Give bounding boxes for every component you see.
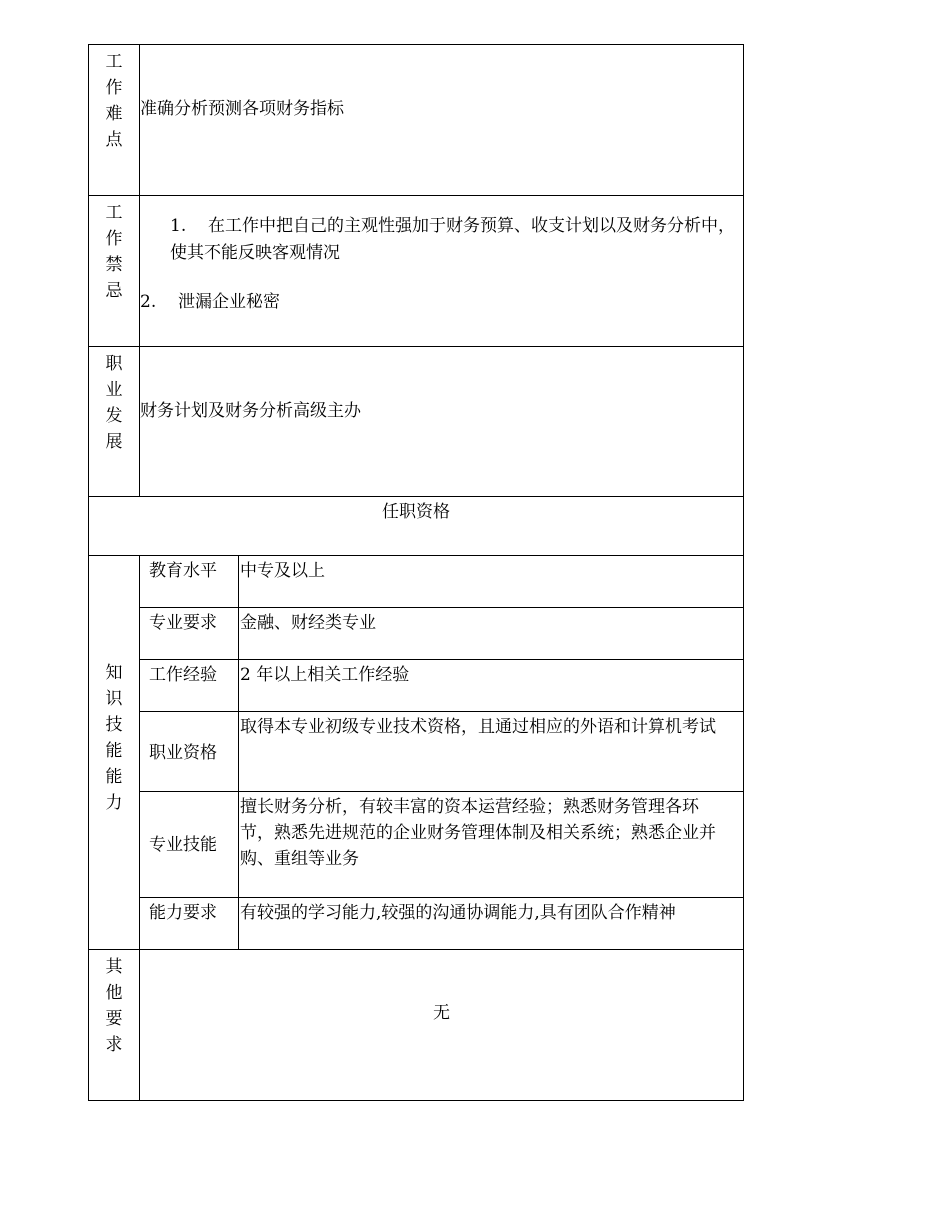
qualification-value: 取得本专业初级专业技术资格，且通过相应的外语和计算机考试 bbox=[239, 712, 744, 792]
knowledge-skills-label: 知识技能能力 bbox=[89, 556, 140, 950]
qualification-label: 工作经验 bbox=[140, 660, 239, 712]
qualification-value: 金融、财经类专业 bbox=[239, 608, 744, 660]
qualification-label: 专业要求 bbox=[140, 608, 239, 660]
qualification-row bbox=[89, 712, 744, 792]
job-description-table bbox=[88, 44, 744, 1101]
qualification-value: 擅长财务分析，有较丰富的资本运营经验；熟悉财务管理各环节，熟悉先进规范的企业财务管理体制及相关系统；熟悉企业并购、重组等业务 bbox=[239, 792, 744, 898]
work-difficulty-row bbox=[89, 45, 744, 196]
qualification-row bbox=[89, 608, 744, 660]
taboo-item-2: 2. 泄漏企业秘密 bbox=[140, 292, 280, 312]
qualification-value: 有较强的学习能力,较强的沟通协调能力,具有团队合作精神 bbox=[239, 898, 744, 950]
work-taboo-label: 工作禁忌 bbox=[89, 196, 140, 347]
qualification-value: 中专及以上 bbox=[239, 556, 744, 608]
qualification-row bbox=[89, 660, 744, 712]
qualification-label: 专业技能 bbox=[140, 792, 239, 898]
work-taboo-row bbox=[89, 196, 744, 347]
other-requirements-label: 其他要求 bbox=[89, 950, 140, 1101]
work-difficulty-label: 工作难点 bbox=[89, 45, 140, 196]
qualification-label: 能力要求 bbox=[140, 898, 239, 950]
qualification-row bbox=[89, 792, 744, 898]
qualification-row bbox=[89, 898, 744, 950]
qualifications-header-row bbox=[89, 497, 744, 556]
career-development-content: 财务计划及财务分析高级主办 bbox=[140, 347, 744, 497]
other-requirements-row bbox=[89, 950, 744, 1101]
qualification-row bbox=[89, 556, 744, 608]
other-requirements-content: 无 bbox=[140, 950, 744, 1101]
work-taboo-content bbox=[140, 196, 744, 347]
career-development-row bbox=[89, 347, 744, 497]
qualification-label: 职业资格 bbox=[140, 712, 239, 792]
qualification-value: 2 年以上相关工作经验 bbox=[239, 660, 744, 712]
qualification-label: 教育水平 bbox=[140, 556, 239, 608]
taboo-item-1: 1. 在工作中把自己的主观性强加于财务预算、收支计划以及财务分析中，使其不能反映客观情况 bbox=[170, 216, 735, 263]
qualifications-header: 任职资格 bbox=[89, 497, 744, 556]
career-development-label: 职业发展 bbox=[89, 347, 140, 497]
work-difficulty-content: 准确分析预测各项财务指标 bbox=[140, 45, 744, 196]
